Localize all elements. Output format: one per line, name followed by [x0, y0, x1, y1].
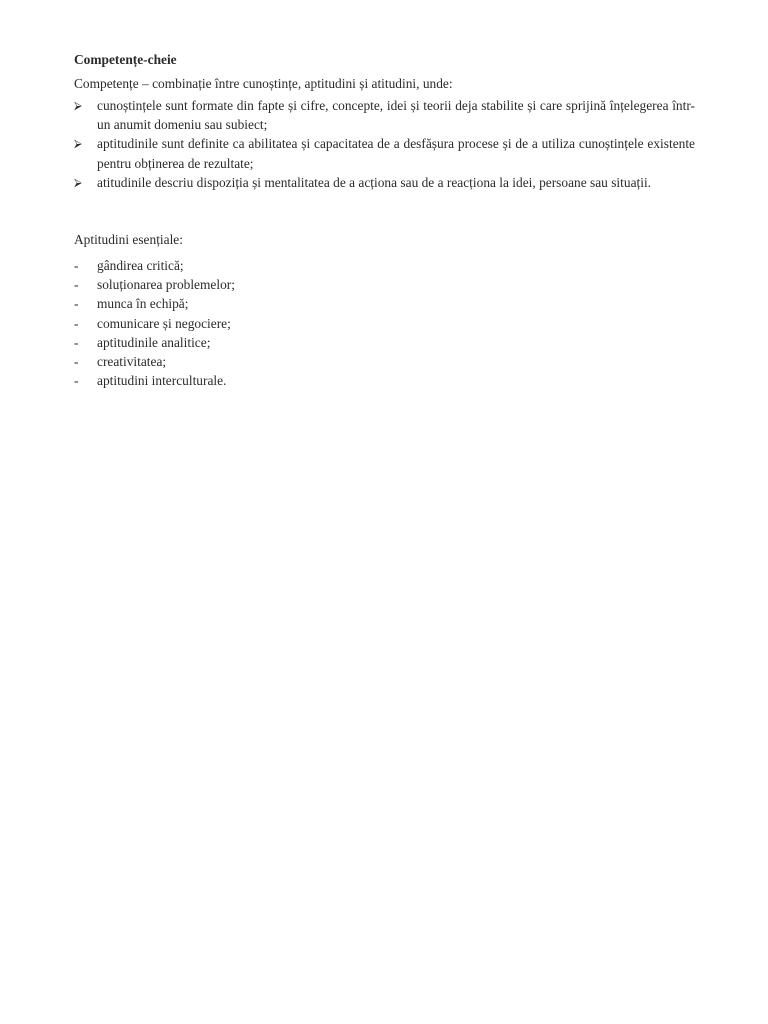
definition-item-skills — [74, 134, 695, 172]
skill-item — [74, 294, 695, 313]
intro-paragraph: Competențe – combinație între cunoștințe, aptitudini și atitudini, unde: — [74, 76, 453, 91]
skill-text: comunicare și negociere; — [97, 315, 231, 331]
dash-marker: - — [74, 354, 79, 370]
skill-item — [74, 333, 695, 352]
definition-item-knowledge — [74, 96, 695, 134]
skill-item — [74, 352, 695, 371]
skill-item — [74, 275, 695, 294]
document-title: Competențe-cheie — [74, 52, 177, 67]
skill-item — [74, 371, 695, 390]
skill-item — [74, 256, 695, 275]
skills-heading: Aptitudini esențiale: — [74, 232, 183, 248]
definitions-list — [74, 96, 695, 192]
dash-marker: - — [74, 296, 79, 312]
skill-text: aptitudini interculturale. — [97, 373, 227, 389]
definition-text: aptitudinile sunt definite ca abilitatea și capacitatea de a desfășura procese și de a utiliza cunoștințele existente pentru obținerea de rezultate; — [97, 136, 695, 171]
skill-text: munca în echipă; — [97, 296, 189, 312]
dash-marker: - — [74, 277, 79, 293]
skills-list — [74, 256, 695, 390]
definition-text: atitudinile descriu dispoziția și mentalitatea de a acționa sau de a reacționa la idei, persoane sau situații. — [97, 174, 652, 190]
skill-text: aptitudinile analitice; — [97, 334, 211, 350]
skill-item — [74, 314, 695, 333]
definition-item-attitudes — [74, 173, 695, 192]
arrow-bullet-icon: ⮚ — [74, 99, 82, 112]
skill-text: gândirea critică; — [97, 258, 184, 274]
arrow-bullet-icon: ⮚ — [74, 175, 82, 189]
dash-marker: - — [74, 315, 79, 331]
dash-marker: - — [74, 258, 79, 274]
skill-text: soluționarea problemelor; — [97, 277, 235, 293]
document-page — [74, 50, 695, 390]
dash-marker: - — [74, 334, 79, 350]
arrow-bullet-icon: ⮚ — [74, 137, 82, 151]
dash-marker: - — [74, 373, 79, 389]
skill-text: creativitatea; — [97, 354, 167, 370]
definition-text: cunoștințele sunt formate din fapte și cifre, concepte, idei și teorii deja stabilite și care sprijină înțelegerea într-un anumit domeniu sau subiect; — [97, 98, 695, 133]
